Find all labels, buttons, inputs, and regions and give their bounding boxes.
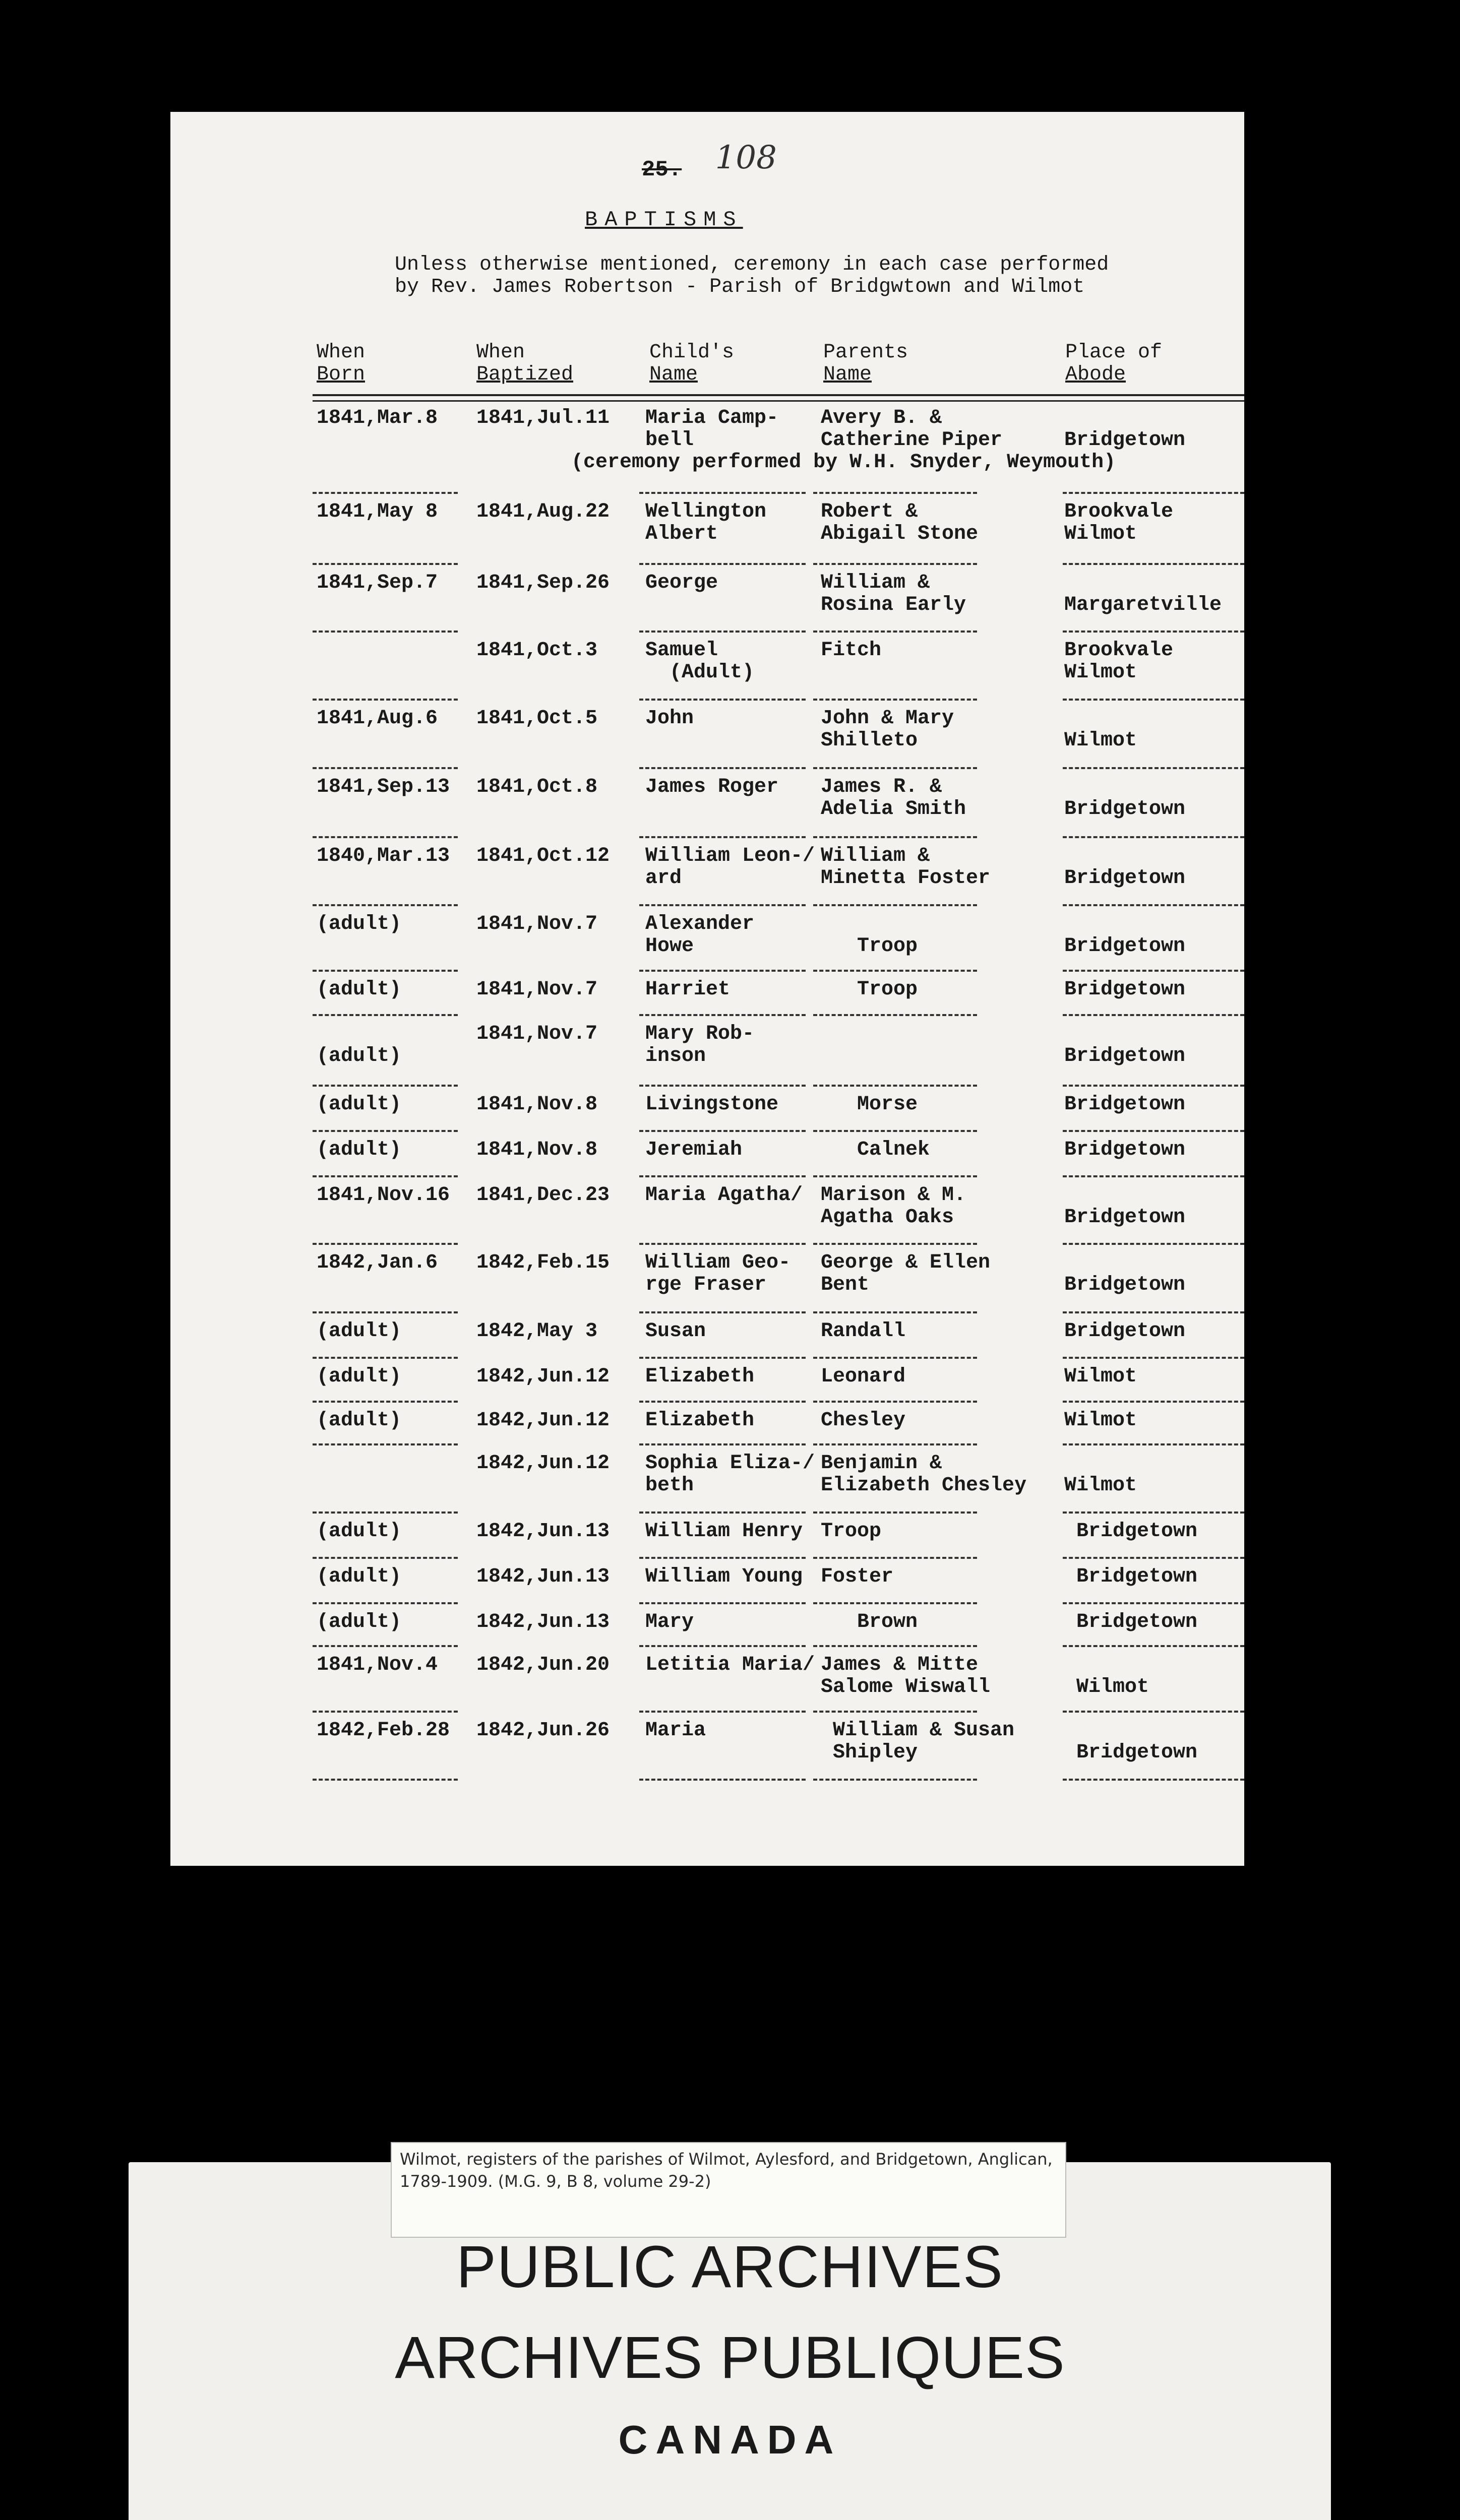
row-separator [639,1130,806,1132]
row-separator [639,1779,806,1781]
row-separator [1063,1443,1244,1445]
row-separator [813,1602,977,1604]
subtitle-line: Unless otherwise mentioned, ceremony in each case performed [395,254,1109,276]
row-separator [313,631,458,633]
cell-child-name: Sophia Eliza-/ beth [645,1452,815,1497]
row-separator [813,1085,977,1087]
cell-place-of-abode: Bridgetown [1064,935,1186,958]
cell-when-baptized: 1842,Jun.13 [476,1565,610,1588]
row-separator [813,1443,977,1445]
cell-when-baptized: 1842,Jun.12 [476,1409,610,1432]
document-page [170,112,1244,1866]
row-separator [1063,767,1244,769]
cell-when-born: (adult) [317,1045,402,1067]
cell-when-baptized: 1842,Jun.13 [476,1611,610,1633]
cell-when-born: 1841,Nov.4 [317,1654,438,1676]
cell-parents-name: Foster [821,1565,894,1588]
row-separator [639,1401,806,1403]
cell-place-of-abode: Wilmot [1064,1365,1137,1388]
cell-when-baptized: 1841,Oct.5 [476,707,598,730]
row-separator [813,767,977,769]
cell-place-of-abode: Bridgetown [1064,1093,1186,1116]
cell-child-name: Susan [645,1320,706,1343]
cell-parents-name: Randall [821,1320,906,1343]
cell-place-of-abode: Bridgetown [1064,1274,1186,1296]
cell-place-of-abode: Wilmot [1064,729,1137,752]
cell-child-name: William Young [645,1565,803,1588]
cell-place-of-abode: Bridgetown [1064,1206,1186,1229]
row-separator [313,1443,458,1445]
cell-place-of-abode: Bridgetown [1064,978,1186,1001]
subtitle [395,254,1109,298]
cell-child-name: William Geo- rge Fraser [645,1251,791,1296]
cell-when-born: (adult) [317,1611,402,1633]
row-separator [1063,1645,1244,1647]
row-separator [639,1602,806,1604]
cell-when-baptized: 1842,Jun.20 [476,1654,610,1676]
cell-place-of-abode: Bridgetown [1064,1139,1186,1161]
cell-place-of-abode: Bridgetown [1064,429,1186,452]
row-separator [313,1130,458,1132]
archives-title-french: ARCHIVES PUBLIQUES [395,2324,1065,2391]
source-label: Wilmot, registers of the parishes of Wilmot, Aylesford, and Bridgetown, Anglican, 1789-1909. (M.G. 9, B 8, volume 29-2) [391,2142,1066,2238]
header-rule [313,400,1244,402]
cell-when-born: (adult) [317,1565,402,1588]
cell-when-baptized: 1842,Jun.26 [476,1719,610,1742]
cell-when-baptized: 1841,Oct.3 [476,639,598,662]
cell-when-baptized: 1842,Feb.15 [476,1251,610,1274]
row-separator [1063,1085,1244,1087]
cell-place-of-abode: Bridgetown [1064,798,1186,821]
handwritten-page-number: 108 [715,139,777,176]
cell-parents-name: William & Susan Shipley [833,1719,1015,1764]
row-separator [1063,1511,1244,1514]
row-separator [813,631,977,633]
cell-place-of-abode: Margaretville [1064,594,1222,616]
row-separator [639,1357,806,1359]
cell-when-born: (adult) [317,1409,402,1432]
cell-when-born: 1841,Mar.8 [317,407,438,429]
row-separator [1063,1175,1244,1177]
row-separator [313,492,458,494]
cell-child-name: Samuel (Adult) [645,639,755,684]
row-separator [639,836,806,838]
row-separator [813,1645,977,1647]
row-separator [1063,699,1244,701]
cell-place-of-abode: Brookvale Wilmot [1064,639,1174,684]
cell-parents-name: Leonard [821,1365,906,1388]
row-separator [1063,904,1244,906]
row-separator [813,836,977,838]
cell-parents-name: Robert & Abigail Stone [821,500,979,545]
cell-parents-name: Troop [857,935,918,958]
archives-country: CANADA [618,2417,842,2462]
cell-when-baptized: 1841,Jul.11 [476,407,610,429]
cell-when-born: (adult) [317,1139,402,1161]
row-separator [813,1557,977,1559]
cell-parents-name: James R. & Adelia Smith [821,776,966,821]
cell-when-baptized: 1841,Nov.7 [476,978,598,1001]
cell-parents-name: William & Rosina Early [821,572,966,616]
row-separator [313,1401,458,1403]
cell-child-name: Elizabeth [645,1365,755,1388]
row-separator [813,1779,977,1781]
row-separator [313,1357,458,1359]
row-separator [1063,836,1244,838]
column-header-place-of-abode: Place of Abode [1065,341,1163,386]
row-separator [639,563,806,565]
row-separator [1063,1311,1244,1313]
row-separator [639,699,806,701]
cell-place-of-abode: Bridgetown [1064,1320,1186,1343]
cell-when-born: (adult) [317,913,402,935]
cell-child-name: Mary Rob- inson [645,1023,755,1067]
cell-when-baptized: 1842,May 3 [476,1320,598,1343]
cell-child-name: William Henry [645,1520,803,1543]
row-separator [813,1401,977,1403]
cell-when-born: 1841,Sep.13 [317,776,450,798]
cell-when-baptized: 1841,Nov.7 [476,1023,598,1045]
row-separator [813,1014,977,1016]
cell-place-of-abode: Wilmot [1064,1409,1137,1432]
archives-title-english: PUBLIC ARCHIVES [456,2234,1004,2300]
row-separator [1063,1401,1244,1403]
cell-when-baptized: 1842,Jun.12 [476,1452,610,1475]
row-separator [1063,1602,1244,1604]
cell-when-born: 1841,Aug.6 [317,707,438,730]
document-title: BAPTISMS [585,208,743,232]
row-separator [639,1175,806,1177]
row-separator [313,1511,458,1514]
cell-place-of-abode: Bridgetown [1064,1520,1198,1543]
header-rule [313,394,1244,396]
column-header-child-name: Child's Name [649,341,735,386]
cell-place-of-abode: Bridgetown [1064,1611,1198,1633]
cell-when-born: (adult) [317,1520,402,1543]
row-separator [813,1243,977,1245]
column-header-when-born: When Born [317,341,366,386]
row-separator [813,563,977,565]
cell-parents-name: Morse [821,1093,918,1116]
cell-child-name: Jeremiah [645,1139,743,1161]
cell-parents-name: Calnek [821,1139,930,1161]
row-separator [813,970,977,972]
row-separator [1063,631,1244,633]
row-separator [1063,1357,1244,1359]
row-separator [313,699,458,701]
cell-when-baptized: 1842,Jun.12 [476,1365,610,1388]
row-separator [813,1130,977,1132]
row-separator [639,1645,806,1647]
row-separator [313,836,458,838]
cell-child-name: Maria Camp- bell [645,407,779,452]
cell-parents-name: Marison & M. Agatha Oaks [821,1184,966,1229]
cell-child-name: Mary [645,1611,694,1633]
cell-child-name: Elizabeth [645,1409,755,1432]
row-separator [313,1243,458,1245]
cell-child-name: Alexander Howe [645,913,755,958]
row-separator [639,631,806,633]
row-separator [313,1779,458,1781]
row-separator [813,1711,977,1713]
row-separator [1063,970,1244,972]
cell-parents-name: Avery B. & Catherine Piper [821,407,1003,452]
column-header-when-baptized: When Baptized [476,341,574,386]
row-separator [313,767,458,769]
old-page-number: 25. [642,157,682,182]
row-separator [1063,1779,1244,1781]
cell-child-name: William Leon-/ ard [645,845,815,890]
cell-parents-name: James & Mitte Salome Wiswall [821,1654,991,1698]
row-separator [639,1085,806,1087]
cell-child-name: Wellington Albert [645,500,767,545]
cell-place-of-abode: Bridgetown [1076,1741,1198,1764]
row-separator [813,492,977,494]
row-separator [313,1645,458,1647]
cell-when-baptized: 1841,Dec.23 [476,1184,610,1207]
cell-parents-name: John & Mary Shilleto [821,707,954,752]
cell-when-born: (adult) [317,1320,402,1343]
row-separator [1063,1557,1244,1559]
cell-parents-name: Brown [821,1611,918,1633]
cell-child-name: Harriet [645,978,731,1001]
row-separator [639,1243,806,1245]
cell-when-baptized: 1841,Nov.8 [476,1093,598,1116]
row-separator [813,904,977,906]
row-separator [813,1511,977,1514]
row-separator [639,492,806,494]
row-separator [639,1511,806,1514]
cell-place-of-abode: Bridgetown [1064,1565,1198,1588]
cell-when-baptized: 1841,Oct.12 [476,845,610,867]
row-separator [313,563,458,565]
cell-place-of-abode: Brookvale Wilmot [1064,500,1174,545]
cell-when-born: (adult) [317,978,402,1001]
row-separator [313,1175,458,1177]
row-separator [813,1311,977,1313]
cell-when-baptized: 1842,Jun.13 [476,1520,610,1543]
row-separator [639,1311,806,1313]
row-separator [639,767,806,769]
cell-parents-name: William & Minetta Foster [821,845,991,890]
cell-when-born: 1841,Nov.16 [317,1184,450,1207]
cell-when-baptized: 1841,Nov.8 [476,1139,598,1161]
row-separator [313,904,458,906]
row-separator [1063,492,1244,494]
cell-when-baptized: 1841,Sep.26 [476,572,610,594]
cell-parents-name: Troop [821,978,918,1001]
cell-place-of-abode: Bridgetown [1064,1045,1186,1067]
cell-child-name: Maria [645,1719,706,1742]
row-separator [1063,1243,1244,1245]
cell-when-born: 1841,Sep.7 [317,572,438,594]
row-separator [639,904,806,906]
cell-parents-name: George & Ellen Bent [821,1251,991,1296]
column-header-parents-name: Parents Name [823,341,908,386]
cell-place-of-abode: Wilmot [1064,1474,1137,1497]
cell-child-name: James Roger [645,776,779,798]
cell-when-born: (adult) [317,1365,402,1388]
cell-place-of-abode: Bridgetown [1064,867,1186,890]
row-separator [1063,1014,1244,1016]
row-separator [813,1175,977,1177]
row-separator [639,1557,806,1559]
row-separator [313,1602,458,1604]
cell-child-name: John [645,707,694,730]
row-separator [1063,563,1244,565]
row-separator [313,970,458,972]
cell-child-name: Livingstone [645,1093,779,1116]
cell-when-born: 1840,Mar.13 [317,845,450,867]
ceremony-note: (ceremony performed by W.H. Snyder, Weymouth) [571,451,1116,474]
cell-when-born: 1842,Feb.28 [317,1719,450,1742]
row-separator [1063,1130,1244,1132]
cell-parents-name: Chesley [821,1409,906,1432]
row-separator [313,1014,458,1016]
cell-when-baptized: 1841,Oct.8 [476,776,598,798]
row-separator [1063,1711,1244,1713]
row-separator [313,1311,458,1313]
cell-when-born: 1842,Jan.6 [317,1251,438,1274]
cell-parents-name: Troop [821,1520,882,1543]
cell-place-of-abode: Wilmot [1076,1676,1149,1698]
row-separator [813,699,977,701]
cell-child-name: Letitia Maria/ [645,1654,815,1676]
row-separator [639,1443,806,1445]
row-separator [313,1711,458,1713]
cell-parents-name: Fitch [821,639,882,662]
cell-parents-name: Benjamin & Elizabeth Chesley [821,1452,1027,1497]
row-separator [639,970,806,972]
cell-child-name: Maria Agatha/ [645,1184,803,1207]
cell-when-baptized: 1841,Nov.7 [476,913,598,935]
cell-when-baptized: 1841,Aug.22 [476,500,610,523]
cell-child-name: George [645,572,718,594]
row-separator [313,1085,458,1087]
row-separator [639,1711,806,1713]
cell-when-born: (adult) [317,1093,402,1116]
subtitle-line: by Rev. James Robertson - Parish of Bridgwtown and Wilmot [395,276,1085,298]
row-separator [639,1014,806,1016]
cell-when-born: 1841,May 8 [317,500,438,523]
row-separator [813,1357,977,1359]
page-number [642,139,777,183]
row-separator [313,1557,458,1559]
